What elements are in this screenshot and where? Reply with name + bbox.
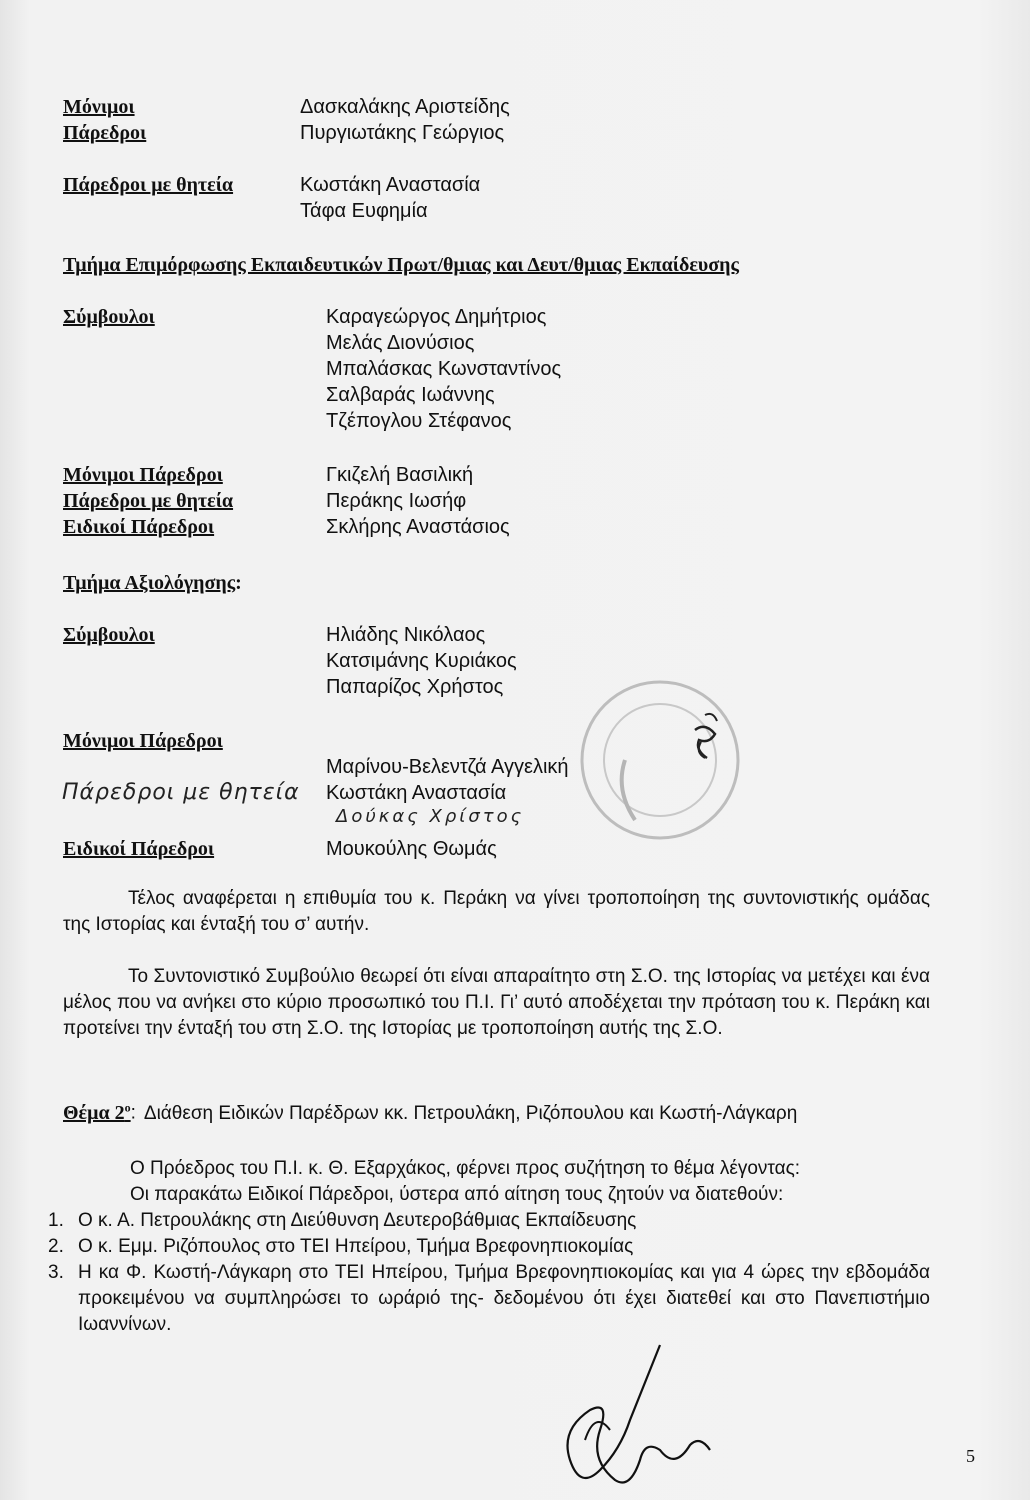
name-term-assessor-2: Κωστάκη Αναστασία [326,782,507,804]
section-title-colon: : [235,572,242,594]
name-term-assessor-1: Κωστάκη Αναστασία [300,174,481,196]
advisor-name: Μελάς Διονύσιος [326,332,475,354]
advisor-name: Ηλιάδης Νικόλαος [326,624,486,646]
name-permanent: Δασκαλάκης Αριστείδης [300,96,510,118]
name-special-assessor: Σκλήρης Αναστάσιος [326,516,510,538]
section-title-training: Τμήμα Επιμόρφωσης Εκπαιδευτικών Πρωτ/θμιας και Δευτ/θμιας Εκπαίδευσης [63,254,739,276]
theme-2-text: Διάθεση Ειδικών Παρέδρων κκ. Πετρουλάκη, Ριζόπουλου και Κωστή-Λάγκαρη [143,1102,798,1124]
section-title-evaluation: Τμήμα Αξιολόγησης [63,572,236,594]
name-assessor: Πυργιωτάκης Γεώργιος [300,122,505,144]
paragraph-2: Το Συντονιστικό Συμβούλιο θεωρεί ότι είναι απαραίτητο στη Σ.Ο. της Ιστορίας να μετέχει και ένα μέλος που να ανήκει στο κύριο προσωπικό του Π.Ι. Γι’ αυτό αποδέχεται την πρόταση του κ. Περάκη και προτείνει την ένταξή του στη Σ.Ο. της Ιστορίας με τροποποίηση αυτής της Σ.Ο. [63,966,930,1039]
handwritten-label-term: Πάρεδροι με θητεία [62,780,300,805]
advisor-name: Μπαλάσκας Κωνσταντίνος [326,358,562,380]
name-term-assessor: Περάκης Ιωσήφ [326,490,467,512]
theme-2-list [48,1208,930,1338]
theme-2-colon: : [130,1102,136,1124]
paragraph-1-wrap [63,886,930,938]
list-item-text: Η κα Φ. Κωστή-Λάγκαρη στο ΤΕΙ Ηπείρου, Τμήμα Βρεφονηπιοκομίας και για 4 ώρες την εβδομάδα προκειμένου να συμπληρώσει το ωράριό της- δεδομένου ότι έχει διατεθεί και στο Πανεπιστήμιο Ιωαννίνων. [78,1262,930,1335]
theme-2-intro-1: Ο Πρόεδρος του Π.Ι. κ. Θ. Εξαρχάκος, φέρνει προς συζήτηση το θέμα λέγοντας: [130,1158,801,1179]
section-title-evaluation-wrap [63,572,242,595]
paragraph-2-wrap [63,964,930,1042]
handwritten-name: Δούκας Χρίστος [336,806,525,827]
list-item [48,1260,930,1338]
name-special-assessor-2: Μουκούλης Θωμάς [326,838,497,860]
list-item-number: 2. [48,1236,64,1257]
advisor-name: Τζέπογλου Στέφανος [326,410,512,432]
name-permanent-assessor: Γκιζελή Βασιλική [326,464,474,486]
signature [560,1340,720,1500]
paragraph-1: Τέλος αναφέρεται η επιθυμία του κ. Περάκη να γίνει τροποποίηση της συντονιστικής ομάδας της Ιστορίας και ένταξή του σ’ αυτήν. [63,888,930,935]
theme-2-label [63,1102,131,1124]
label-special-assessors-2: Ειδικοί Πάρεδροι [63,838,215,860]
theme-2-intro-2: Οι παρακάτω Ειδικοί Πάρεδροι, ύστερα από αίτηση τους ζητούν να διατεθούν: [130,1184,784,1205]
label-term-assessors-1: Πάρεδροι με θητεία [63,490,234,512]
page-number: 5 [966,1446,975,1466]
advisor-name: Σαλβαράς Ιωάννης [326,384,495,406]
list-item-number: 1. [48,1210,64,1231]
label-advisors-1: Σύμβουλοι [63,306,155,328]
label-special-assessors-1: Ειδικοί Πάρεδροι [63,516,215,538]
theme-2-sup: ο [124,1100,131,1114]
label-permanent: Μόνιμοι [63,96,135,118]
label-permanent-assessors-2: Μόνιμοι Πάρεδροι [63,730,223,752]
official-stamp [575,670,755,850]
name-term-assessor-2: Τάφα Ευφημία [300,200,428,222]
list-item [48,1208,930,1234]
advisor-name: Κατσιμάνης Κυριάκος [326,650,517,672]
list-item [48,1234,930,1260]
list-item-number: 3. [48,1262,64,1283]
list-item-text: Ο κ. Α. Πετρουλάκης στη Διεύθυνση Δευτεροβάθμιας Εκπαίδευσης [78,1210,637,1231]
theme-2-label-text: Θέμα 2 [63,1101,125,1124]
label-permanent-assessors: Μόνιμοι Πάρεδροι [63,464,223,486]
advisor-name: Καραγεώργος Δημήτριος [326,306,547,328]
label-assessors: Πάρεδροι [63,122,147,144]
label-term-assessors: Πάρεδροι με θητεία [63,174,234,196]
label-advisors-2: Σύμβουλοι [63,624,155,646]
list-item-text: Ο κ. Εμμ. Ριζόπουλος στο ΤΕΙ Ηπείρου, Τμήμα Βρεφονηπιοκομίας [78,1236,634,1257]
advisor-name: Παπαρίζος Χρήστος [326,676,504,698]
name-permanent-assessor-2: Μαρίνου-Βελεντζά Αγγελική [326,756,569,778]
theme-2-heading [63,1100,797,1125]
